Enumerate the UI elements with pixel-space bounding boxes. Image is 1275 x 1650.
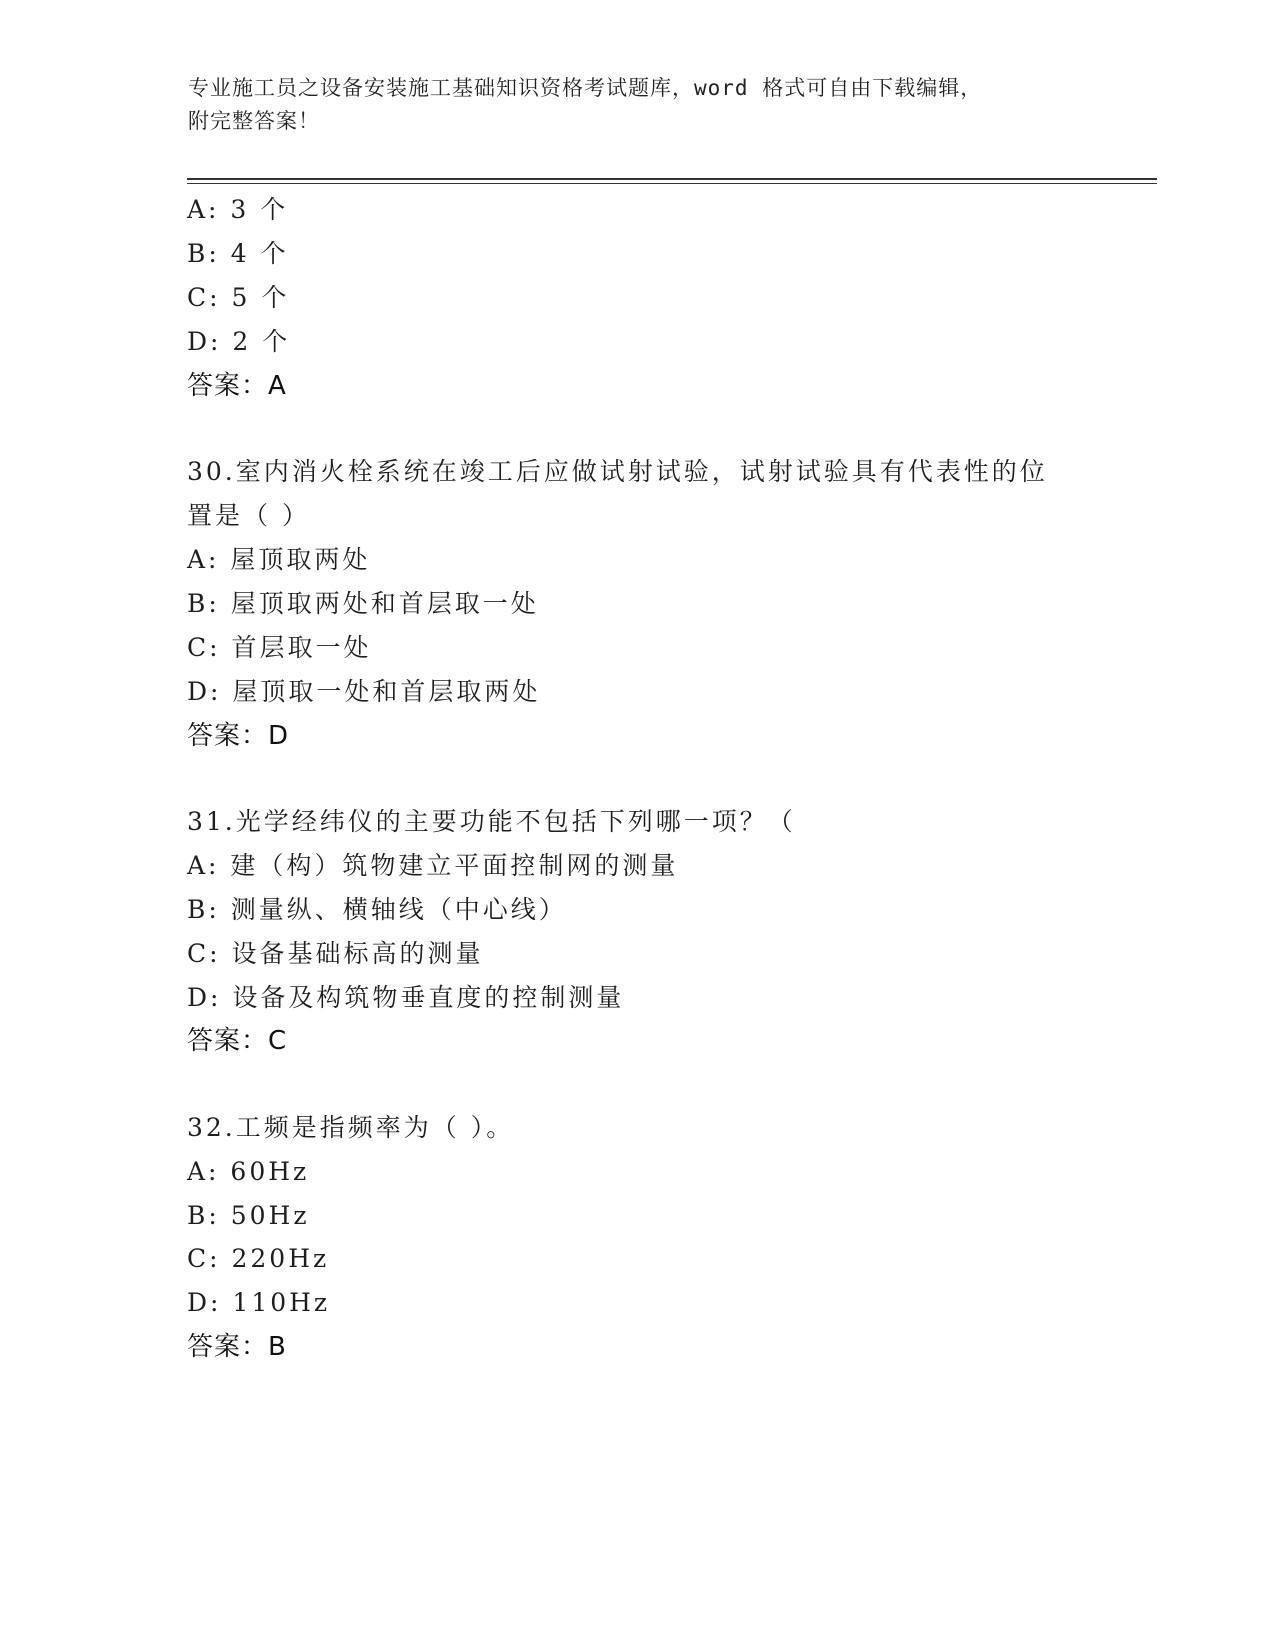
header-divider-thin xyxy=(187,183,1157,184)
option-b: B: 测量纵、横轴线（中心线） xyxy=(187,895,567,924)
question-stem-line-2: 置是（ ） xyxy=(187,501,310,530)
question-stem-line-1: 30.室内消火栓系统在竣工后应做试射试验，试射试验具有代表性的位 xyxy=(187,457,1048,486)
option-d: D: 设备及构筑物垂直度的控制测量 xyxy=(187,983,625,1012)
option-b: B: 屋顶取两处和首层取一处 xyxy=(187,589,539,618)
header-divider-thick xyxy=(187,178,1157,180)
option-c: C: 设备基础标高的测量 xyxy=(187,939,484,968)
answer: 答案：D xyxy=(187,721,290,751)
header-title-line-2: 附完整答案！ xyxy=(188,109,320,133)
question-stem: 31.光学经纬仪的主要功能不包括下列哪一项？（ xyxy=(187,807,796,836)
option-c: C: 220Hz xyxy=(187,1244,330,1273)
option-a: A: 建（构）筑物建立平面控制网的测量 xyxy=(187,851,679,880)
option-a: A: 60Hz xyxy=(187,1157,310,1186)
option-a: A: 3 个 xyxy=(187,195,289,224)
document-header xyxy=(188,72,1088,138)
option-b: B: 50Hz xyxy=(187,1201,310,1230)
header-title-line-1: 专业施工员之设备安装施工基础知识资格考试题库，word 格式可自由下载编辑， xyxy=(188,76,983,100)
option-b: B: 4 个 xyxy=(187,239,289,268)
question-stem: 32.工频是指频率为（ ）。 xyxy=(187,1113,515,1142)
answer: 答案：C xyxy=(187,1026,288,1056)
option-a: A: 屋顶取两处 xyxy=(187,545,371,574)
option-d: D: 屋顶取一处和首层取两处 xyxy=(187,677,541,706)
option-c: C: 首层取一处 xyxy=(187,633,372,662)
answer: 答案：A xyxy=(187,371,287,401)
option-d: D: 2 个 xyxy=(187,327,291,356)
answer: 答案：B xyxy=(187,1332,287,1362)
option-c: C: 5 个 xyxy=(187,283,290,312)
option-d: D: 110Hz xyxy=(187,1288,331,1317)
